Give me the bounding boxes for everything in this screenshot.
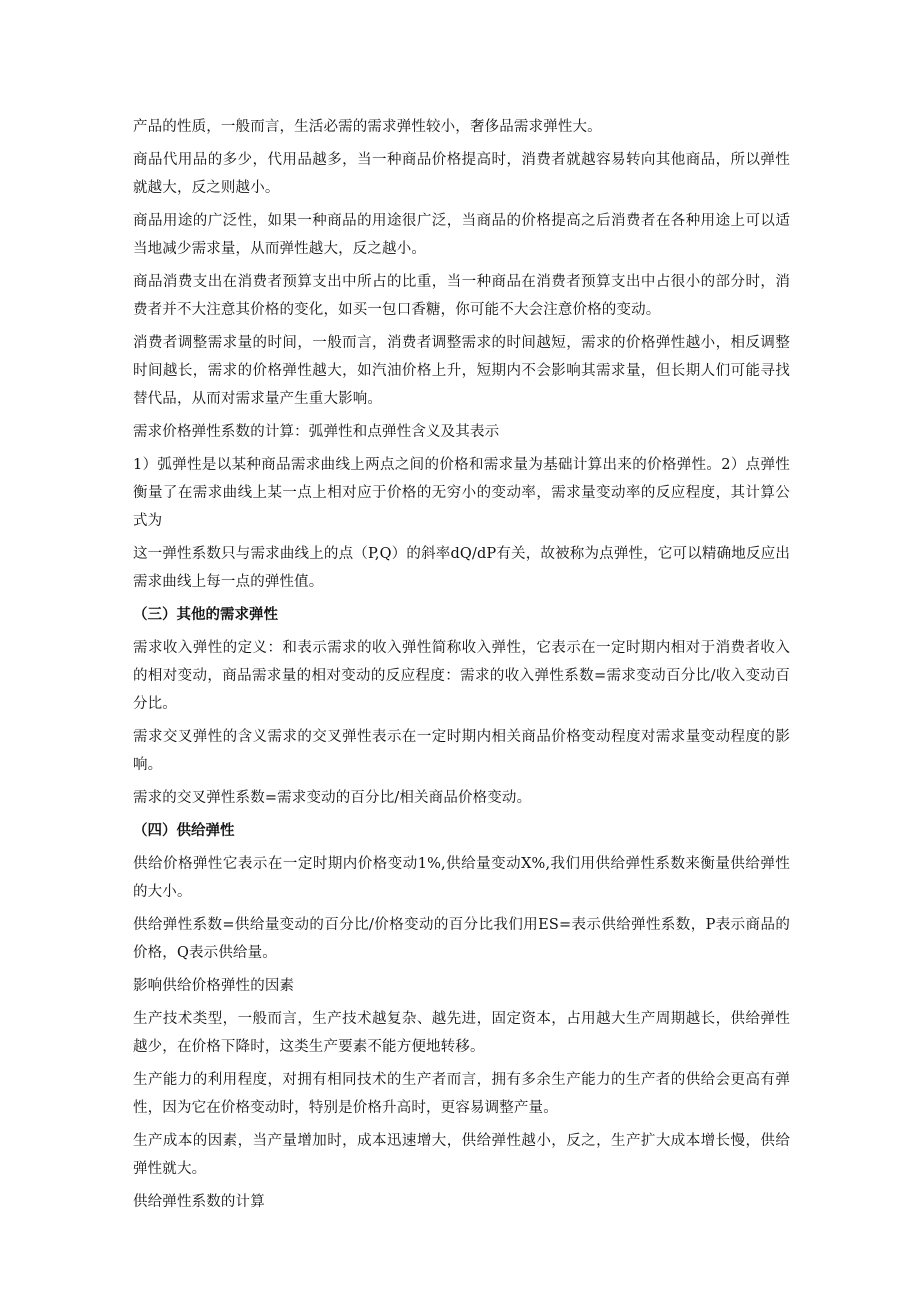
para-supply-calc: 供给弹性系数的计算: [133, 1194, 265, 1210]
para-usage-breadth: 商品用途的广泛性，如果一种商品的用途很广泛，当商品的价格提高之后消费者在各种用途上可以适当地减少需求量，从而弹性越大，反之越小。: [133, 213, 790, 257]
para-adjust-time: 消费者调整需求量的时间，一般而言，消费者调整需求的时间越短，需求的价格弹性越小，相反调整时间越长，需求的价格弹性越大，如汽油价格上升，短期内不会影响其需求量，但长期人们可能寻找替代品，从而对需求量产生重大影响。: [133, 335, 790, 407]
heading-other-demand-elasticity: （三）其他的需求弹性: [133, 607, 278, 623]
para-supply-price-elasticity: 供给价格弹性它表示在一定时期内价格变动1%,供给量变动X%,我们用供给弹性系数来衡量供给弹性的大小。: [133, 856, 790, 900]
para-production-tech: 生产技术类型，一般而言，生产技术越复杂、越先进，固定资本，占用越大生产周期越长，供给弹性越少，在价格下降时，这类生产要素不能方便地转移。: [133, 1011, 790, 1055]
para-point-slope: 这一弹性系数只与需求曲线上的点（P,Q）的斜率dQ/dP有关，故被称为点弹性，它可以精确地反应出需求曲线上每一点的弹性值。: [133, 546, 790, 590]
para-cross-coefficient: 需求的交叉弹性系数=需求变动的百分比/相关商品价格变动。: [133, 790, 532, 806]
para-capacity-use: 生产能力的利用程度，对拥有相同技术的生产者而言，拥有多余生产能力的生产者的供给会更高有弹性，因为它在价格变动时，特别是价格升高时，更容易调整产量。: [133, 1072, 790, 1116]
para-product-nature: 产品的性质，一般而言，生活必需的需求弹性较小，奢侈品需求弹性大。: [133, 119, 602, 135]
para-substitutes: 商品代用品的多少，代用品越多，当一种商品价格提高时，消费者就越容易转向其他商品，所以弹性就越大，反之则越小。: [133, 152, 790, 196]
para-income-elasticity: 需求收入弹性的定义：和表示需求的收入弹性简称收入弹性，它表示在一定时期内相对于消费者收入的相对变动，商品需求量的相对变动的反应程度：需求的收入弹性系数=需求变动百分比/收入变动百分比。: [133, 640, 790, 712]
para-elasticity-calc: 需求价格弹性系数的计算：弧弹性和点弹性含义及其表示: [133, 424, 500, 440]
para-supply-coefficient: 供给弹性系数=供给量变动的百分比/价格变动的百分比我们用ES=表示供给弹性系数，P表示商品的价格，Q表示供给量。: [133, 917, 790, 961]
document-body: [133, 113, 790, 1221]
heading-supply-elasticity: （四）供给弹性: [133, 823, 235, 839]
para-arc-point: 1）弧弹性是以某种商品需求曲线上两点之间的价格和需求量为基础计算出来的价格弹性。2）点弹性衡量了在需求曲线上某一点上相对应于价格的无穷小的变动率，需求量变动率的反应程度，其计算公式为: [133, 457, 790, 529]
para-budget-share: 商品消费支出在消费者预算支出中所占的比重，当一种商品在消费者预算支出中占很小的部分时，消费者并不大注意其价格的变化，如买一包口香糖，你可能不大会注意价格的变动。: [133, 274, 790, 318]
para-production-cost: 生产成本的因素，当产量增加时，成本迅速增大，供给弹性越小，反之，生产扩大成本增长慢，供给弹性就大。: [133, 1133, 790, 1177]
para-cross-elasticity: 需求交叉弹性的含义需求的交叉弹性表示在一定时期内相关商品价格变动程度对需求量变动程度的影响。: [133, 729, 790, 773]
para-supply-factors: 影响供给价格弹性的因素: [133, 978, 295, 994]
